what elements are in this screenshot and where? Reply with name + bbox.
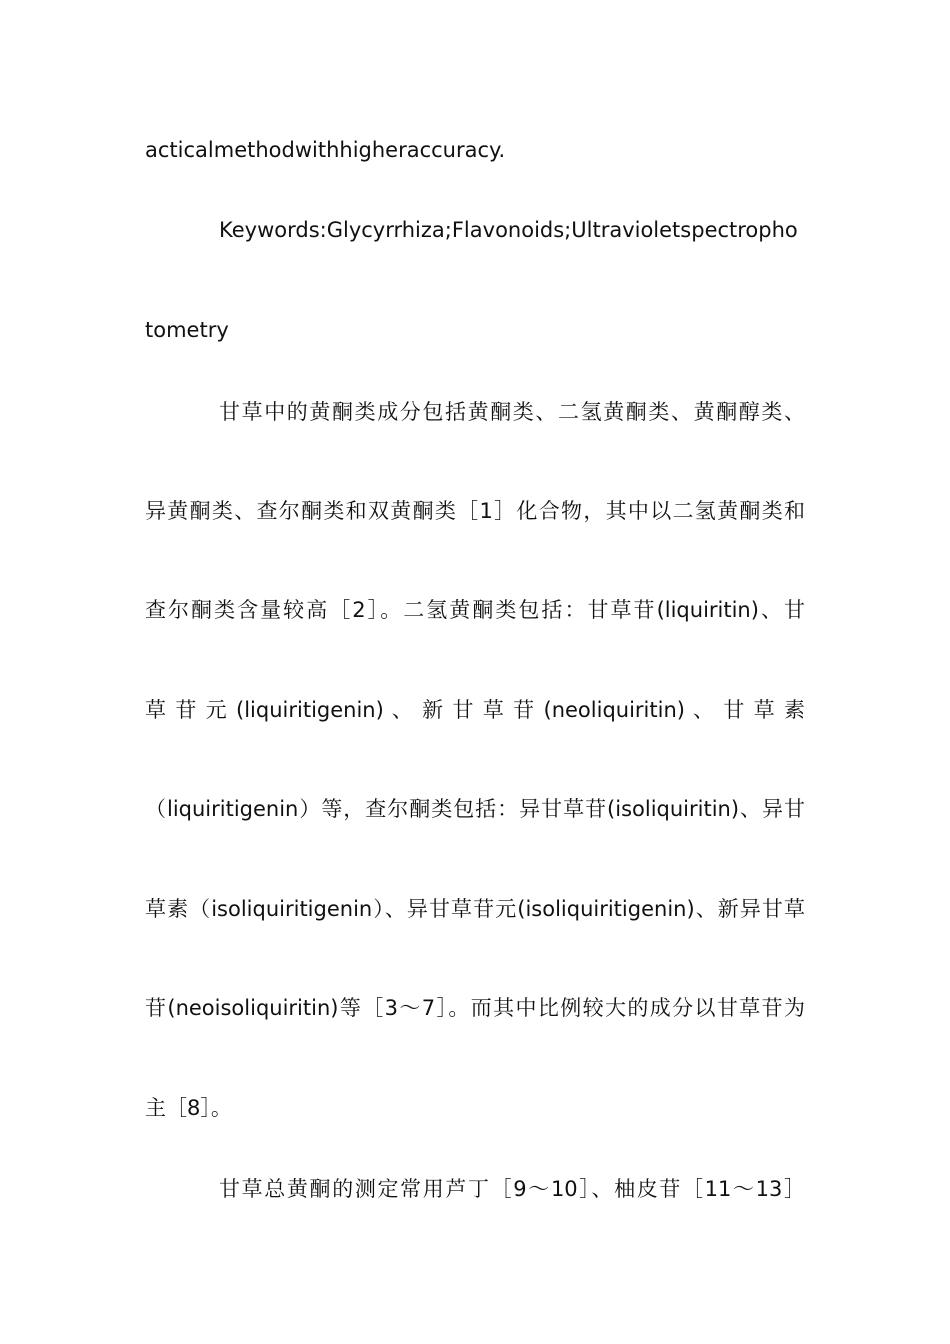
- paragraph-1-line-2: 异黄酮类、查尔酮类和双黄酮类［1］化合物，其中以二氢黄酮类和: [145, 499, 805, 523]
- paragraph-1-line-7: 苷(neoisoliquiritin)等［3～7］。而其中比例较大的成分以甘草苷为: [145, 996, 805, 1020]
- paragraph-1-line-3: 查尔酮类含量较高［2］。二氢黄酮类包括：甘草苷(liquiritin)、甘: [145, 598, 805, 622]
- keywords-continuation-line: tometry: [145, 318, 229, 342]
- paragraph-1-line-5: （liquiritigenin）等，查尔酮类包括：异甘草苷(isoliquiritin)、异甘: [145, 797, 805, 821]
- paragraph-1-line-6: 草素（isoliquiritigenin）、异甘草苷元(isoliquiritigenin)、新异甘草: [145, 897, 805, 921]
- paragraph-1-line-8: 主［8］。: [145, 1096, 232, 1120]
- paragraph-1-line-1: 甘草中的黄酮类成分包括黄酮类、二氢黄酮类、黄酮醇类、: [219, 400, 805, 424]
- keywords-line: Keywords:Glycyrrhiza;Flavonoids;Ultravioletspectropho: [219, 218, 798, 242]
- paragraph-2-line-1: 甘草总黄酮的测定常用芦丁［9～10］、柚皮苷［11～13］: [219, 1177, 805, 1201]
- abstract-ending-line: acticalmethodwithhigheraccuracy.: [145, 138, 506, 162]
- paragraph-1-line-4: 草 苷 元 (liquiritigenin) 、 新 甘 草 苷 (neoliquiritin) 、 甘 草 素: [145, 698, 805, 722]
